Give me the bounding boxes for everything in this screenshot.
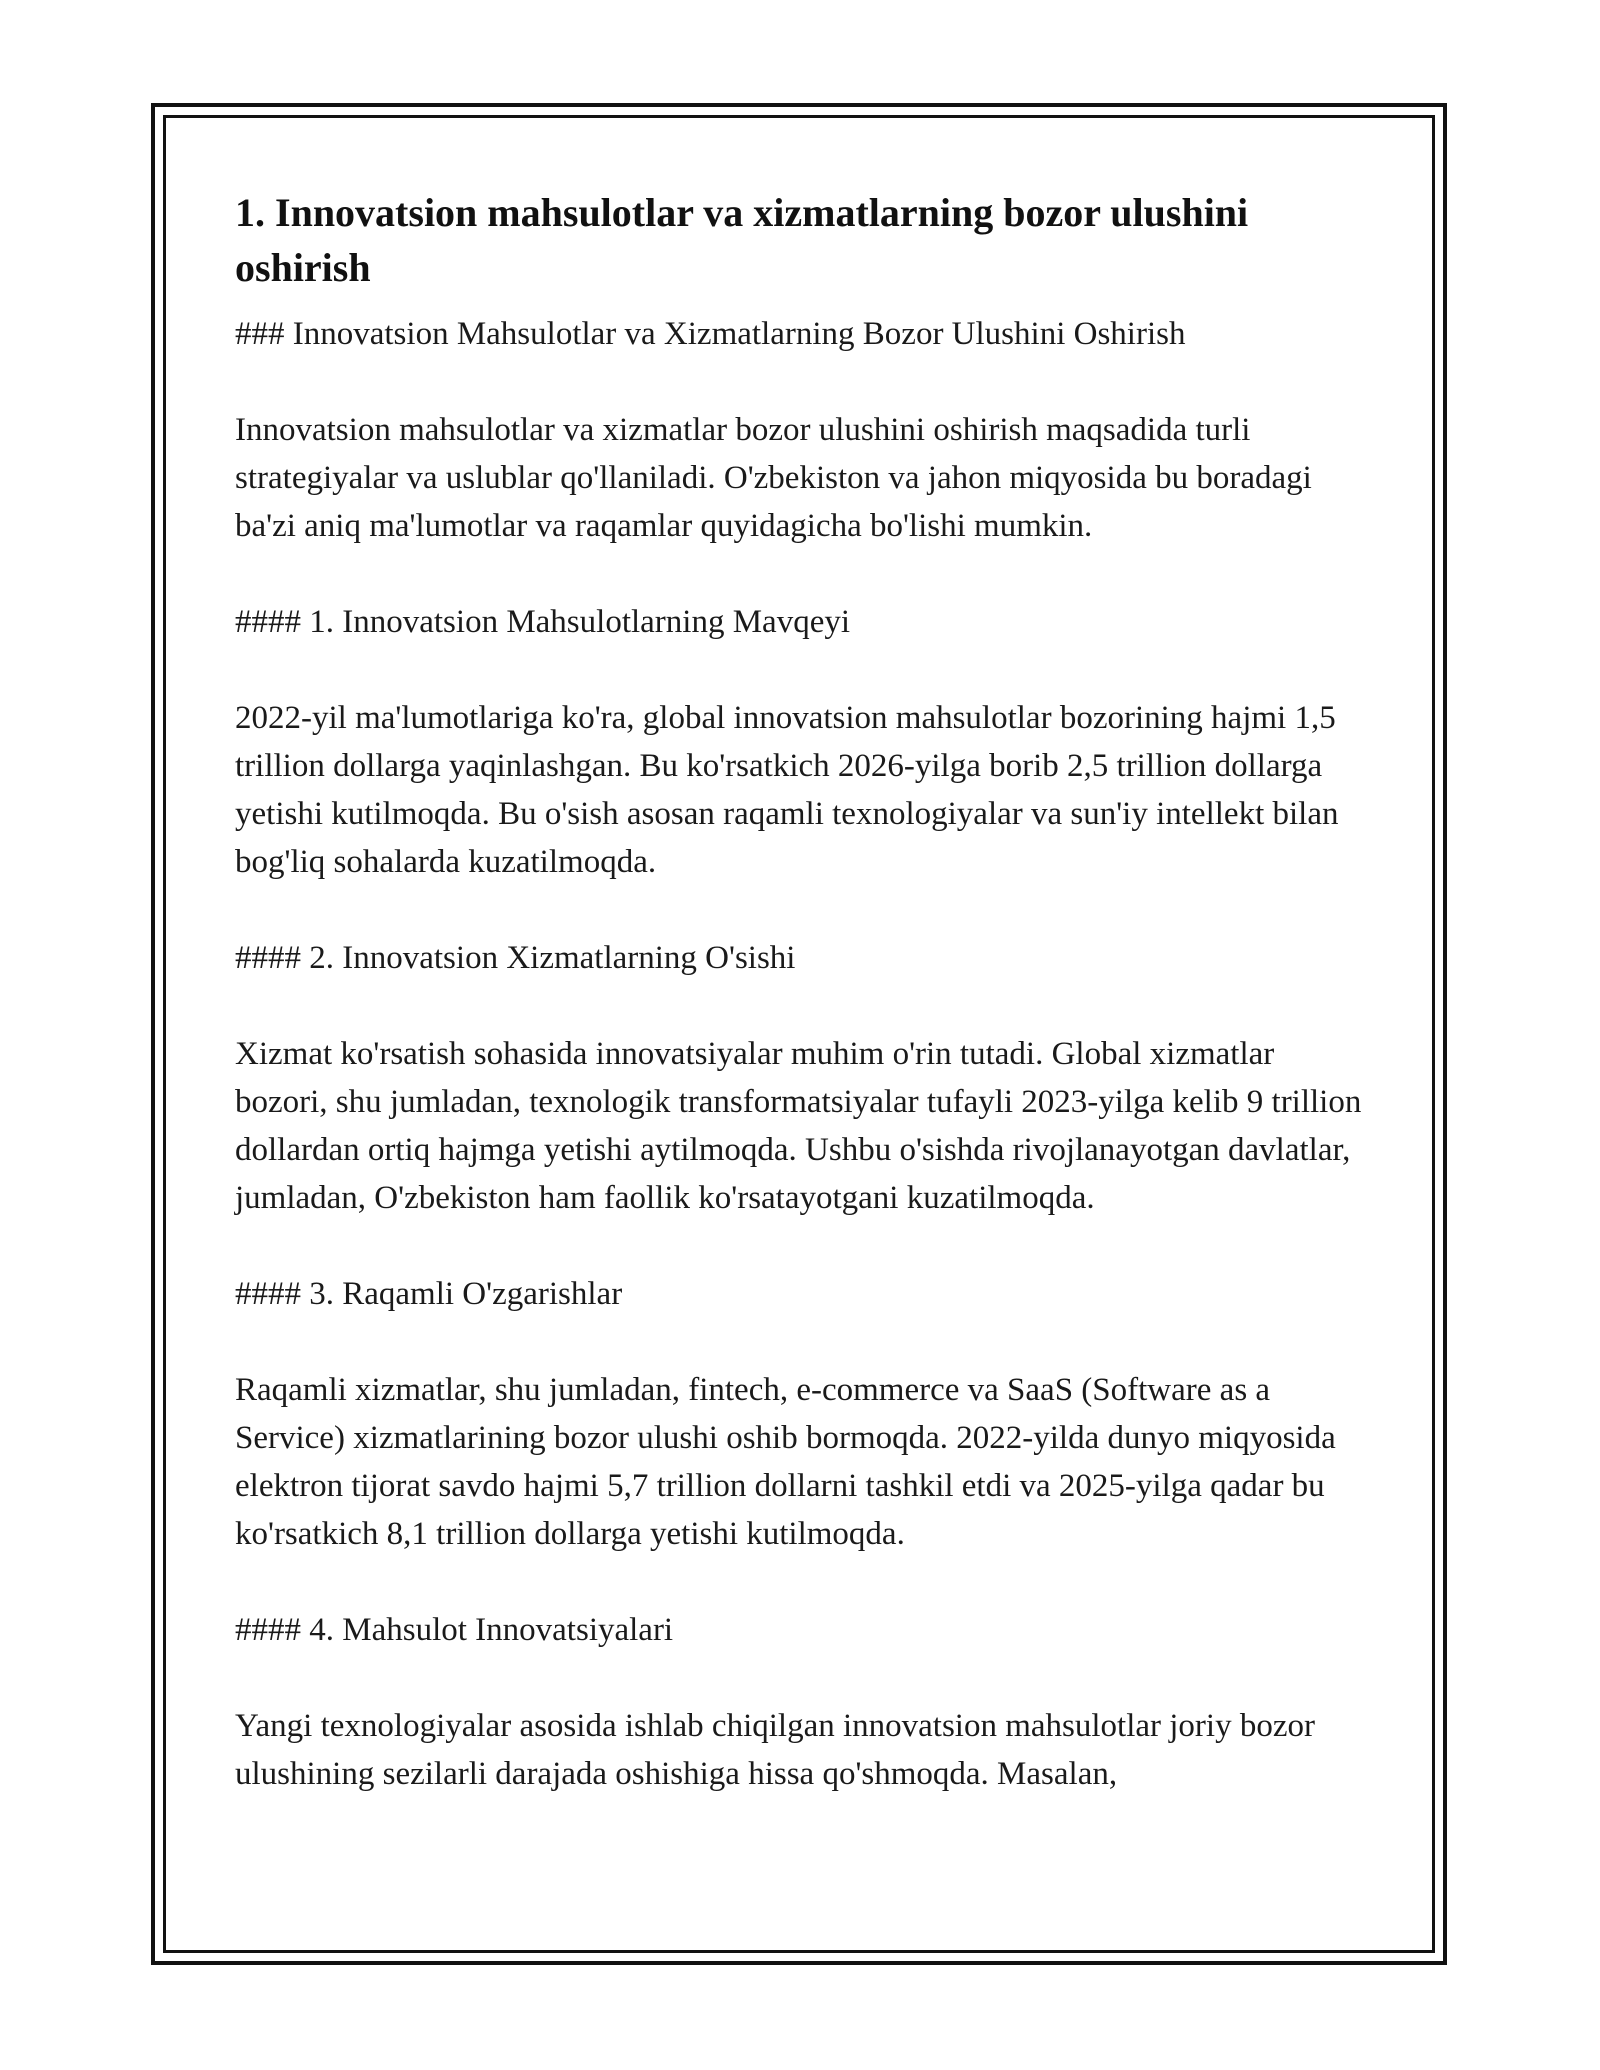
section-body-2: Xizmat ko'rsatish sohasida innovatsiyalar muhim o'rin tutadi. Global xizmatlar bozori, shu jumladan, texnologik transformatsiyalar tufayli 2023-yilga kelib 9 trillion dollardan ortiq hajmga yetishi aytilmoqda. Ushbu o'sishda rivojlanayotgan davlatlar, jumladan, O'zbekiston ham faollik ko'rsatayotgani kuzatilmoqda.: [235, 1036, 1362, 1216]
section-heading-2: #### 2. Innovatsion Xizmatlarning O'sishi: [235, 940, 796, 976]
section-heading-3: #### 3. Raqamli O'zgarishlar: [235, 1276, 623, 1312]
section-heading-1: #### 1. Innovatsion Mahsulotlarning Mavqeyi: [235, 604, 851, 640]
document-subtitle: ### Innovatsion Mahsulotlar va Xizmatlarning Bozor Ulushini Oshirish: [235, 316, 1186, 352]
document-content: [235, 185, 1375, 1798]
section-body-1: 2022-yil ma'lumotlariga ko'ra, global innovatsion mahsulotlar bozorining hajmi 1,5 trillion dollarga yaqinlashgan. Bu ko'rsatkich 2026-yilga borib 2,5 trillion dollarga yetishi kutilmoqda. Bu o'sish asosan raqamli texnologiyalar va sun'iy intellekt bilan bog'liq sohalarda kuzatilmoqda.: [235, 700, 1339, 880]
document-title: 1. Innovatsion mahsulotlar va xizmatlarning bozor ulushini oshirish: [235, 190, 1249, 290]
section-body-3: Raqamli xizmatlar, shu jumladan, fintech, e-commerce va SaaS (Software as a Service) xizmatlarining bozor ulushi oshib bormoqda. 2022-yilda dunyo miqyosida elektron tijorat savdo hajmi 5,7 trillion dollarni tashkil etdi va 2025-yilga qadar bu ko'rsatkich 8,1 trillion dollarga yetishi kutilmoqda.: [235, 1372, 1336, 1552]
section-heading-4: #### 4. Mahsulot Innovatsiyalari: [235, 1612, 674, 1648]
intro-paragraph: Innovatsion mahsulotlar va xizmatlar bozor ulushini oshirish maqsadida turli strategiyalar va uslublar qo'llaniladi. O'zbekiston va jahon miqyosida bu boradagi ba'zi aniq ma'lumotlar va raqamlar quyidagicha bo'lishi mumkin.: [235, 412, 1312, 544]
section-body-4: Yangi texnologiyalar asosida ishlab chiqilgan innovatsion mahsulotlar joriy bozor ulushining sezilarli darajada oshishiga hissa qo'shmoqda. Masalan,: [235, 1708, 1315, 1792]
